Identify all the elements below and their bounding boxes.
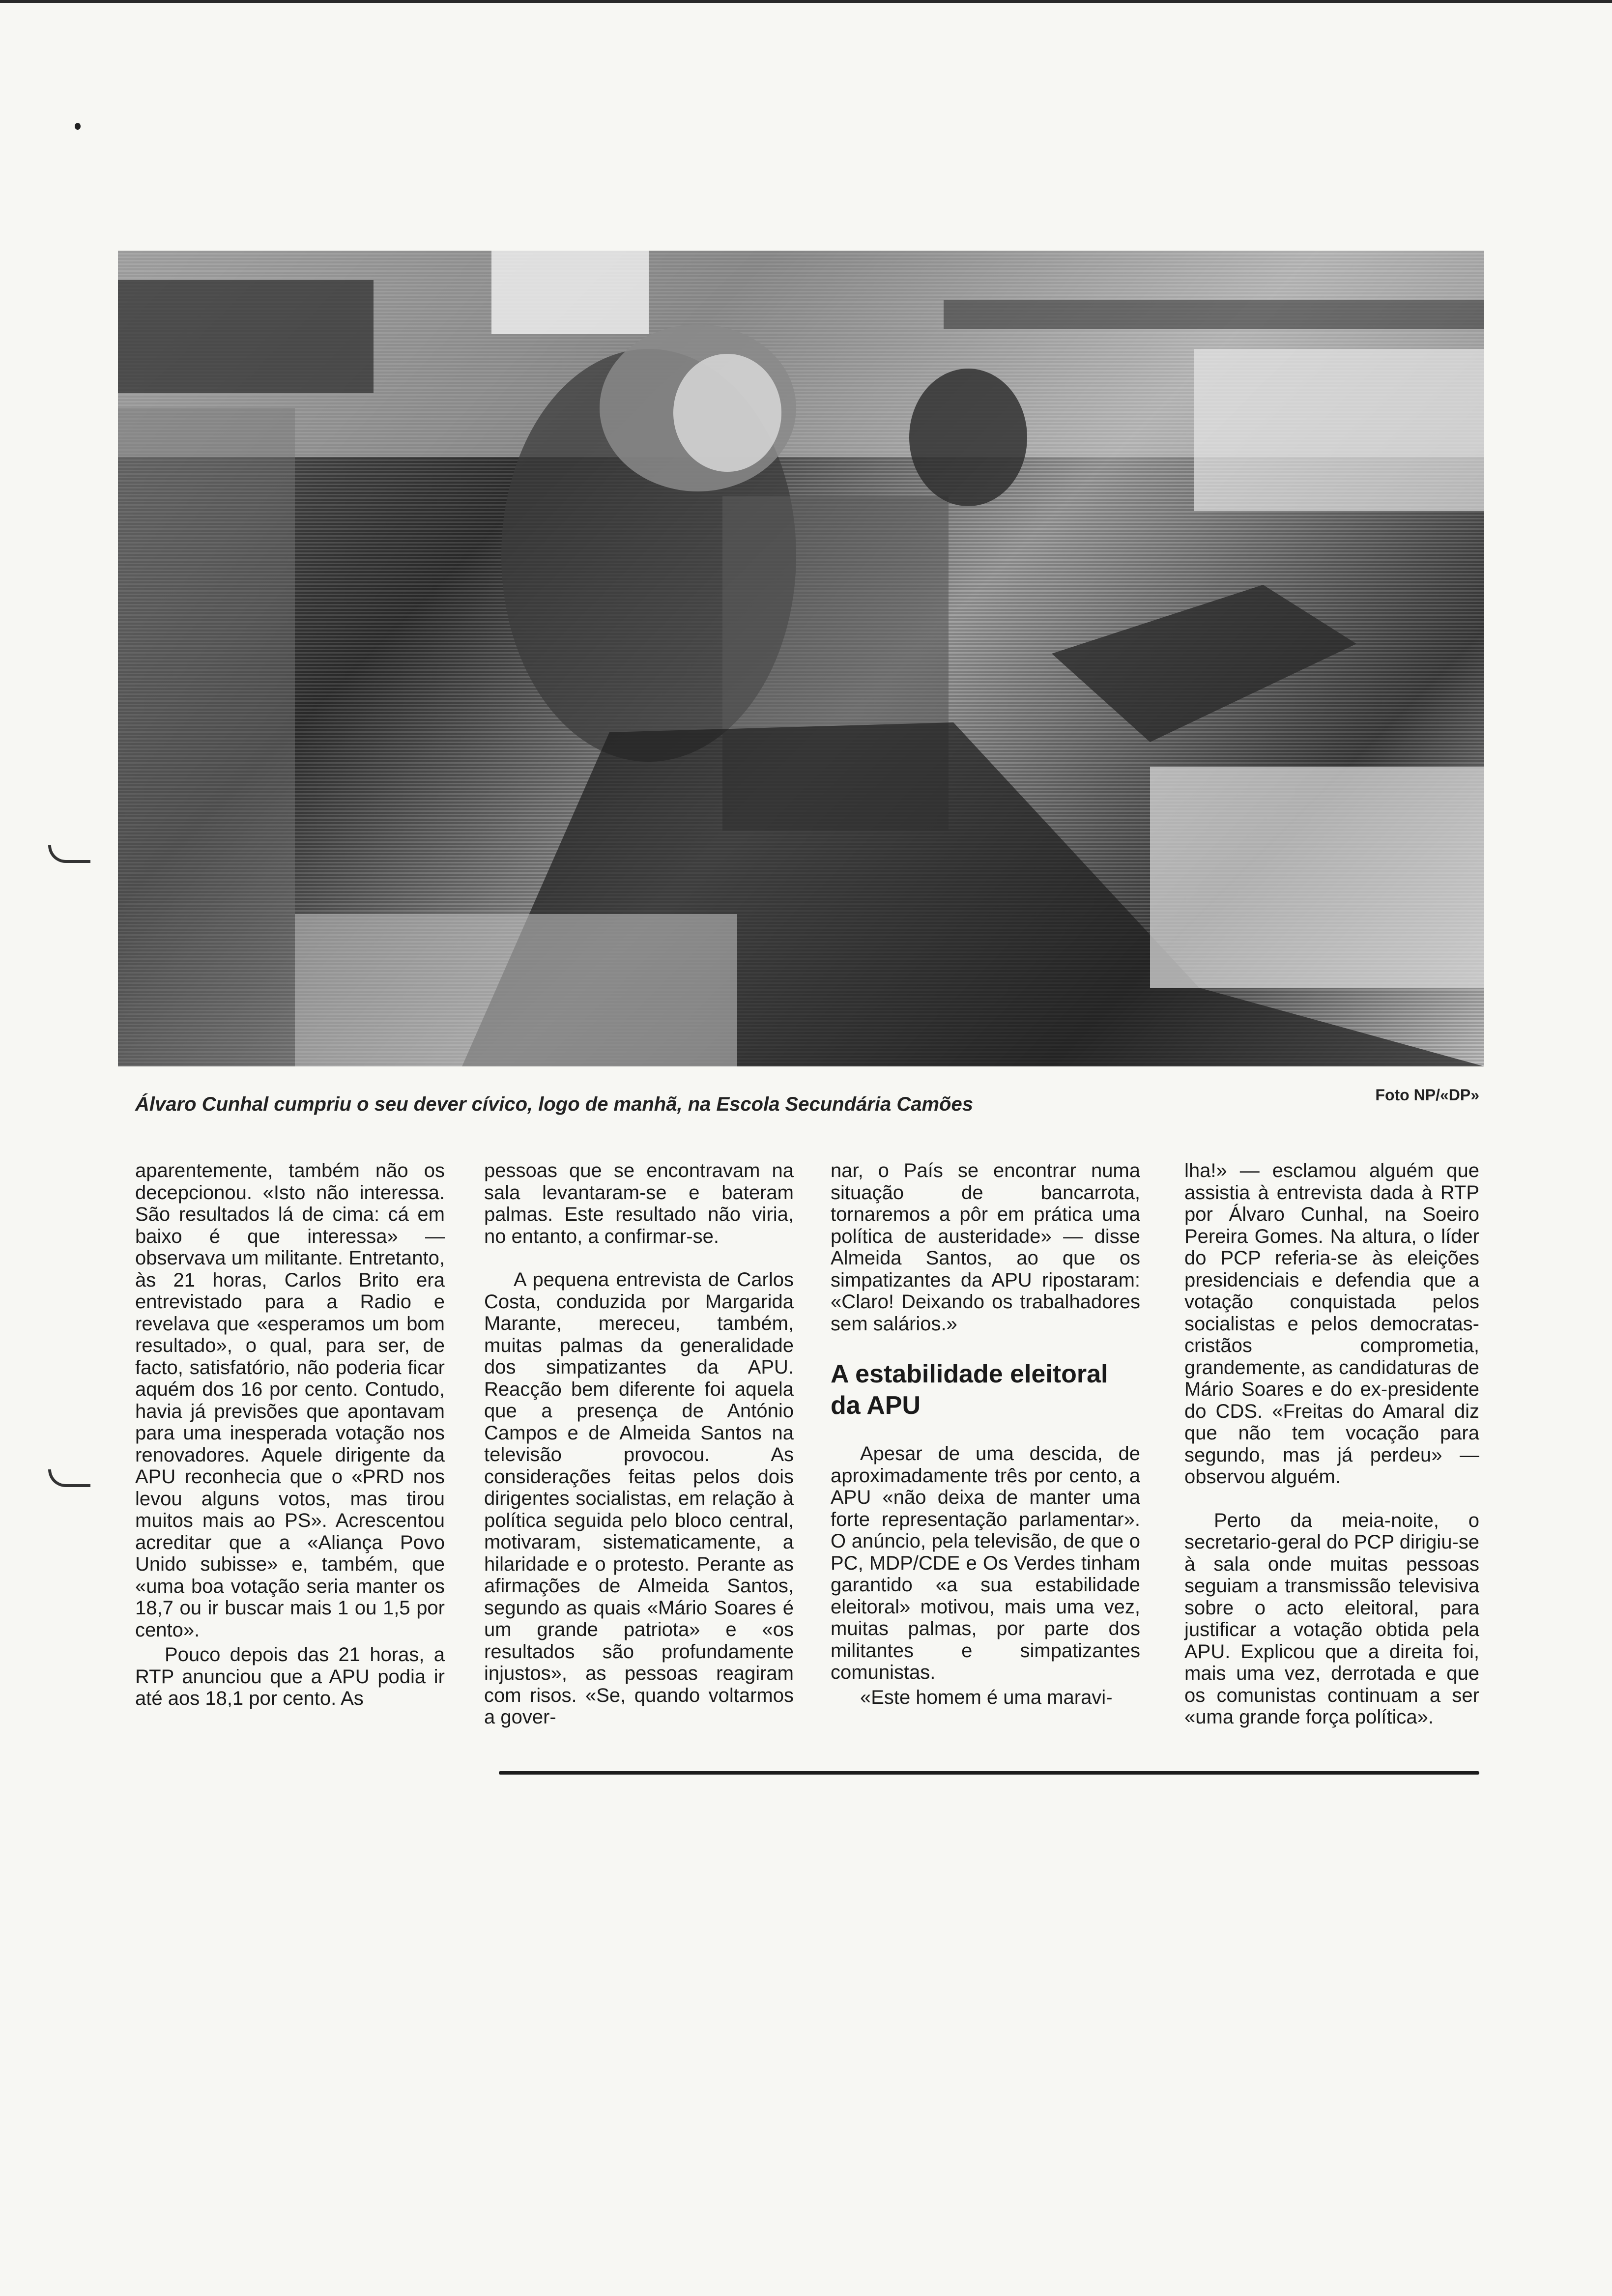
top-border-rule [0,0,1612,3]
paragraph: pessoas que se encontravam na sala levantaram-se e bateram palmas. Este resultado não viria, no entanto, a confirmar-se. [484,1160,794,1247]
punch-hole-mark [48,845,90,863]
article-column-2 [484,1160,794,1728]
subheading: A estabilidade eleitoral da APU [831,1360,1108,1420]
paragraph: Perto da meia-noite, o secretario-geral do PCP dirigiu-se à sala onde muitas pessoas seguiam a transmissão televisiva sobre o acto eleitoral, para justificar a votação obtida pela APU. Explicou que a direita foi, mais uma vez, derrotada e que os comunistas continuam a ser «uma grande força política». [1184,1509,1479,1728]
paragraph: «Este homem é uma maravi- [860,1686,1113,1708]
photo-illustration [118,251,1484,1066]
paragraph: Pouco depois das 21 horas, a RTP anunciou que a APU podia ir até aos 18,1 por cento. As [135,1644,445,1709]
article-end-rule [499,1771,1479,1775]
news-photo [118,251,1484,1066]
photo-credit: Foto NP/«DP» [1375,1086,1479,1104]
article-column-3 [831,1160,1140,1708]
photo-caption: Álvaro Cunhal cumpriu o seu dever cívico, logo de manhã, na Escola Secundária Camões [135,1093,973,1115]
punch-hole-mark [48,1469,90,1487]
paragraph: A pequena entrevista de Carlos Costa, conduzida por Margarida Marante, mereceu, também, muitas palmas da generalidade dos simpatizantes da APU. Reacção bem diferente foi aquela que a presença de António Campos e de Almeida Santos na televisão provocou. As considerações feitas pelos dois dirigentes socialistas, em relação à política seguida pelo bloco central, motivaram, sistematicamente, a hilaridade e o protesto. Perante as afirmações de Almeida Santos, segundo as quais «Mário Soares é um grande patriota» e «os resultados são profundamente injustos», as pessoas reagiram com risos. «Se, quando voltarmos a gover- [484,1269,794,1728]
article-column-4 [1184,1160,1479,1728]
article-column-1 [135,1160,445,1710]
ink-speck [75,123,81,130]
paragraph: lha!» — esclamou alguém que assistia à entrevista dada à RTP por Álvaro Cunhal, na Soeiro Pereira Gomes. Na altura, o líder do PCP referia-se às eleições presidenciais e defendia que a votação conquistada pelos socialistas e pelos democratas-cristãos comprometia, grandemente, as candidaturas de Mário Soares e do ex-presidente do CDS. «Freitas do Amaral diz que não tem vocação para segundo, mas já perdeu» — observou alguém. [1184,1160,1479,1488]
paragraph: Apesar de uma descida, de aproximadamente três por cento, a APU «não deixa de manter uma forte representação parlamentar». O anúncio, pela televisão, de que o PC, MDP/CDE e Os Verdes tinham garantido «a sua estabilidade eleitoral» motivou, mais uma vez, muitas palmas, por parte dos militantes e simpatizantes comunistas. [831,1443,1140,1683]
paragraph: nar, o País se encontrar numa situação de bancarrota, tornaremos a pôr em prática uma política de austeridade» — disse Almeida Santos, ao que os simpatizantes da APU ripostaram: «Claro! Deixando os trabalhadores sem salários.» [831,1160,1140,1335]
paragraph: aparentemente, também não os decepcionou. «Isto não interessa. São resultados lá de cima: cá em baixo é que interessa» — observava um militante. Entretanto, às 21 horas, Carlos Brito era entrevistado para a Radio e revelava que «esperamos um bom resultado», o qual, para ser, de facto, satisfatório, não poderia ficar aquém dos 16 por cento. Contudo, havia já previsões que apontavam para uma inesperada votação nos renovadores. Aquele dirigente da APU reconhecia que o «PRD nos levou alguns votos, mas tirou muitos mais ao PS». Acrescentou acreditar que a «Aliança Povo Unido subisse» e, também, que «uma boa votação seria manter os 18,7 ou ir buscar mais 1 ou 1,5 por cento». [135,1160,445,1641]
